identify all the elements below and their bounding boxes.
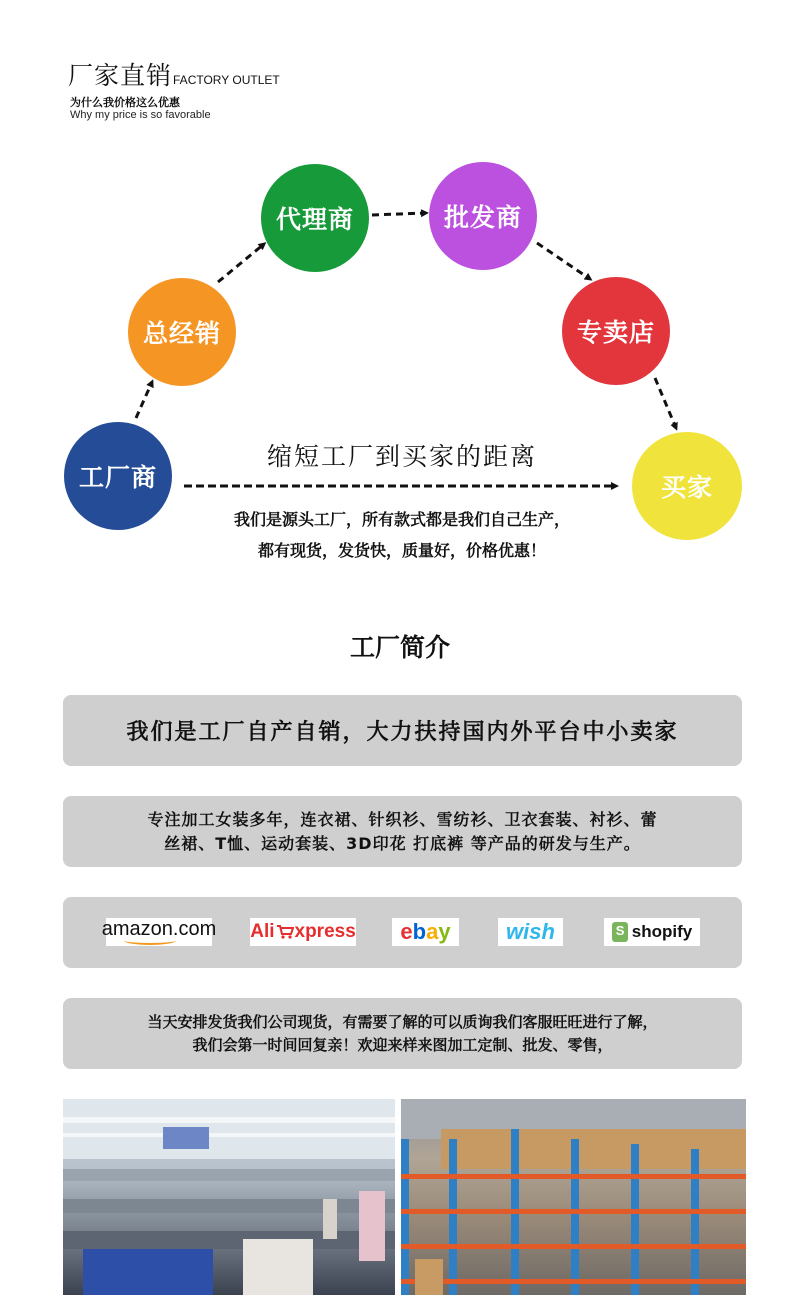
subtitle-cn: 为什么我价格这么优惠 [70,96,180,109]
arrow-factory-general [136,382,152,418]
wish-logo [498,918,563,946]
aliexpress-logo-b: xpress [294,921,356,942]
ebay-logo [392,918,459,946]
band-slogan-text: 我们是工厂自产自销，大力扶持国内外平台中小卖家 [126,720,679,745]
shopify-logo-text: shopify [631,922,693,941]
section-title: 工厂简介 [349,633,450,662]
cart-icon [276,924,294,940]
warehouse-photo [401,1099,746,1295]
ebay-letter-b: b [412,919,427,944]
flow-desc-line2: 都有现货，发货快，质量好，价格优惠！ [257,541,546,560]
amazon-logo [101,917,217,946]
arrow-wholesale-shop [537,243,590,279]
band-slogan [63,695,742,766]
amazon-smile-icon [124,936,176,945]
band-products-line2: 丝裙、T恤、运动套装、3D印花 打底裤 等产品的研发与生产。 [164,833,641,853]
factory-workshop-photo [63,1099,395,1295]
arrow-general-agent [218,244,264,282]
band-products [63,796,742,867]
arrow-agent-wholesale [372,213,426,215]
node-agent: 代理商 [261,164,369,272]
band-shipping-line2: 我们会第一时间回复亲！欢迎来样来图加工定制、批发、零售， [192,1035,613,1054]
node-specialty-store: 专卖店 [562,277,670,385]
shopify-logo [604,918,700,946]
aliexpress-logo [250,918,356,946]
subtitle-en: Why my price is so favorable [70,109,211,121]
band-products-line1: 专注加工女装多年，连衣裙、针织衫、雪纺衫、卫衣套装、衬衫、蕾 [147,809,658,829]
title-cn: 厂家直销 [68,61,173,90]
node-factory: 工厂商 [64,422,172,530]
flow-desc-line1: 我们是源头工厂，所有款式都是我们自己生产， [233,510,570,529]
amazon-logo-text: amazon.com [101,917,217,940]
shopify-bag-icon [612,922,628,942]
ebay-letter-e: e [400,919,413,944]
node-wholesaler: 批发商 [429,162,537,270]
band-shipping [63,998,742,1069]
band-platforms [63,897,742,968]
warehouse-illustration [401,1099,746,1295]
arrow-shop-buyer [655,378,676,428]
aliexpress-logo-a: Ali [250,921,275,942]
node-buyer: 买家 [632,432,742,540]
ebay-letter-y: y [438,919,451,944]
workshop-illustration [63,1099,395,1295]
ebay-letter-a: a [426,919,439,944]
flow-center-title: 缩短工厂到买家的距离 [266,442,537,471]
band-shipping-line1: 当天安排发货我们公司现货，有需要了解的可以质询我们客服旺旺进行了解， [147,1012,658,1031]
node-general-distributor: 总经销 [128,278,236,386]
title-en: FACTORY OUTLET [173,73,280,87]
wish-logo-text: wish [506,919,555,944]
